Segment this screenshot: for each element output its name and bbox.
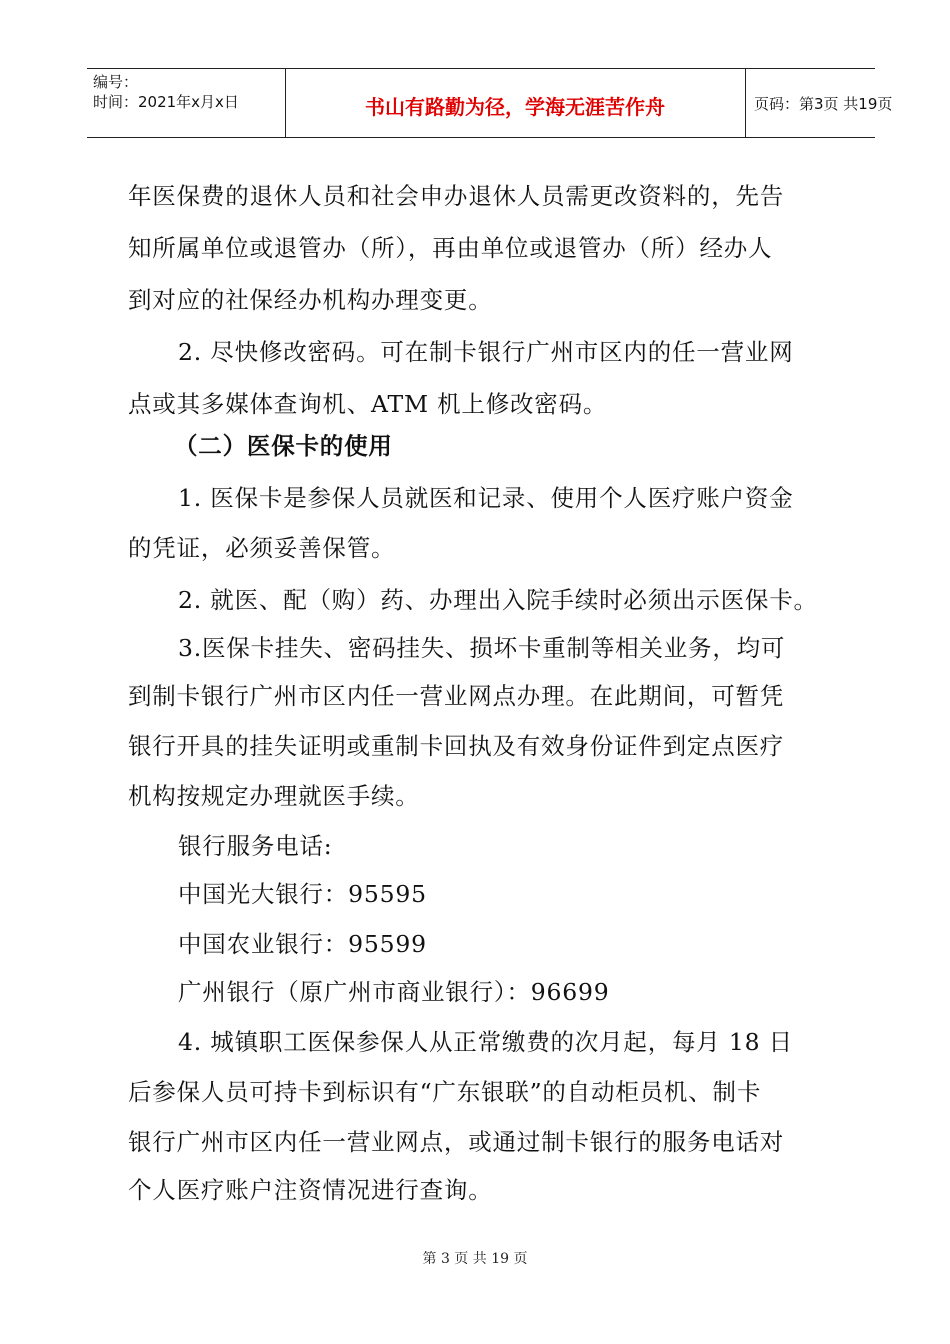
- header-motto-cell: [285, 69, 746, 137]
- page-footer: 第 3 页 共 19 页: [422, 1251, 528, 1267]
- phone-entry: 广州银行（原广州市商业银行）：96699: [178, 978, 610, 1006]
- paragraph-line: 年医保费的退休人员和社会申办退休人员需更改资料的，先告: [128, 182, 785, 210]
- header-page-label: 页码：第3页 共19页: [754, 95, 893, 113]
- header-motto: 书山有路勤为径，学海无涯苦作舟: [365, 95, 665, 119]
- phone-entry: 中国农业银行：95599: [178, 930, 427, 958]
- paragraph-line: 点或其多媒体查询机、ATM 机上修改密码。: [128, 390, 608, 418]
- phone-entry: 中国光大银行：95595: [178, 880, 427, 908]
- paragraph-line: 个人医疗账户注资情况进行查询。: [128, 1176, 493, 1204]
- paragraph-line: 机构按规定办理就医手续。: [128, 782, 420, 810]
- serial-label: 编号：: [93, 73, 139, 91]
- paragraph-line: 的凭证，必须妥善保管。: [128, 534, 396, 562]
- section-heading: （二）医保卡的使用: [174, 432, 393, 460]
- paragraph-line: 1. 医保卡是参保人员就医和记录、使用个人医疗账户资金: [178, 484, 794, 512]
- paragraph-line: 4. 城镇职工医保参保人从正常缴费的次月起，每月 18 日: [178, 1028, 793, 1056]
- paragraph-line: 银行广州市区内任一营业网点，或通过制卡银行的服务电话对: [128, 1128, 785, 1156]
- paragraph-line: 3.医保卡挂失、密码挂失、损坏卡重制等相关业务，均可: [178, 634, 786, 662]
- paragraph-line: 到制卡银行广州市区内任一营业网点办理。在此期间，可暂凭: [128, 682, 785, 710]
- document-header: [87, 68, 893, 138]
- header-page-cell: [746, 69, 893, 137]
- paragraph-line: 银行开具的挂失证明或重制卡回执及有效身份证件到定点医疗: [128, 732, 785, 760]
- paragraph-line: 2. 尽快修改密码。可在制卡银行广州市区内的任一营业网: [178, 338, 794, 366]
- time-label: 时间：2021年x月x日: [93, 93, 239, 111]
- paragraph-line: 知所属单位或退管办（所），再由单位或退管办（所）经办人: [128, 234, 773, 262]
- paragraph-line: 到对应的社保经办机构办理变更。: [128, 286, 493, 314]
- header-meta-cell: [87, 69, 286, 137]
- paragraph-line: 后参保人员可持卡到标识有“广东银联”的自动柜员机、制卡: [128, 1078, 762, 1106]
- phone-list-title: 银行服务电话:: [178, 832, 333, 860]
- paragraph-line: 2. 就医、配（购）药、办理出入院手续时必须出示医保卡。: [178, 586, 818, 614]
